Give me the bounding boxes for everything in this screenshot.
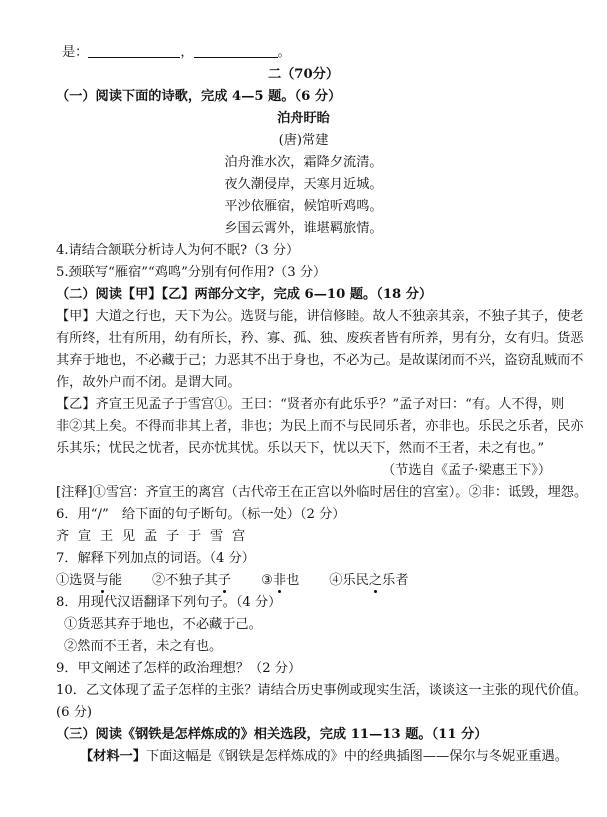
q7-text: ②不独子其 [151,573,218,588]
q7-item [261,573,299,588]
q7-items [56,572,408,590]
dotted-word: 之 [368,573,383,588]
material-1-text: 下面这幅是《钢铁是怎样炼成的》中的经典插图——保尔与冬妮亚重遇。 [145,749,568,764]
passage-jia-line: 【甲】大道之行也，天下为公。选贤与能，讲信修睦。故人不独亲其亲，不独子其子，使老 [56,309,584,324]
passage-yi-line: 乐其乐；忧民之忧者，民亦忧其忧。乐以天下，忧以天下，然而不王者，未之有也。” [56,441,545,456]
q8-item: ①货恶其弃于地也，不必藏于己。 [64,617,262,632]
dotted-word: 子 [217,573,232,588]
q7-text: ①选贤 [56,573,96,588]
question-9: 9．甲文阐述了怎样的政治理想？（2 分） [56,661,302,676]
q7-item [56,573,122,588]
q7-text: ③ [261,573,273,588]
question-8: 8．用现代汉语翻译下列句子。（4 分） [56,595,282,610]
answer-blank-2[interactable] [194,44,278,58]
q7-text: 也 [286,573,300,588]
passage-yi-line: 非②其上矣。不得而非其上者，非也；为民上而不与民同乐者，亦非也。乐民之乐者，民亦 [56,419,584,434]
passage-jia-line: 作，故外户而不闭。是谓大同。 [56,375,241,390]
part2-title: 二（70分） [267,67,340,82]
material-1 [80,748,568,766]
sentence-char: 孟 [144,529,158,544]
dotted-word: 非 [272,573,287,588]
poem-line: 夜久潮侵岸，天寒月近城。 [224,177,383,192]
q7-item [329,573,408,588]
sentence-char: 雪 [210,529,224,544]
q3-prefix: 是： [62,45,89,60]
annotation-note: [注释]①雪宫：齐宣王的离宫（古代帝王在正宫以外临时居住的宫室）。②非：诋毁，埋怨。 [56,485,588,500]
question-7: 7．解释下列加点的词语。（4 分） [56,551,255,566]
dotted-word: 与 [95,573,109,588]
q7-text: ④乐民 [329,573,369,588]
sec1-heading: （一）阅读下面的诗歌，完成 4—5 题。（6 分） [56,89,342,104]
passage-yi-line: 【乙】齐宣王见孟子于雪宫①。王曰：“贤者亦有此乐乎？”孟子对曰：“有。人不得，则 [56,397,565,412]
question-10-score: (6 分) [56,705,93,720]
sentence-char: 于 [188,529,202,544]
question-4: 4.请结合颔联分析诗人为何不眠?（3 分） [56,243,300,258]
q7-text: 乐者 [382,573,409,588]
question-6: 6．用“/” 给下面的句子断句。（标一处）（2 分） [56,507,346,522]
poem-title: 泊舟盱眙 [277,111,330,126]
sec3-heading: （三）阅读《钢铁是怎样炼成的》相关选段，完成 11—13 题。（11 分） [56,727,488,742]
sentence-char: 见 [122,529,136,544]
question-5: 5.颈联写“雁宿”“鸡鸣”分别有何作用?（3 分） [56,265,327,280]
passage-source: （节选自《孟子·梁惠王下》） [382,463,552,478]
q7-item [152,573,231,588]
q3-end: 。 [277,45,291,60]
poem-author: (唐)常建 [278,133,329,148]
poem-line: 平沙依雁宿，候馆听鸡鸣。 [224,199,383,214]
q3-answer-line [62,44,291,62]
sec2-heading: （二）阅读【甲】【乙】两部分文字，完成 6—10 题。（18 分） [56,287,433,302]
poem-line: 乡国云霄外，谁堪羁旅情。 [224,221,383,236]
answer-blank-1[interactable] [88,44,180,58]
q6-sentence[interactable] [56,528,254,546]
q7-text: 能 [108,573,122,588]
sentence-char: 子 [166,529,180,544]
poem-line: 泊舟淮水次，霜降夕流清。 [224,155,383,170]
sentence-char: 王 [100,529,114,544]
q3-sep: ， [180,45,194,60]
passage-jia-line: 有所终，壮有所用，幼有所长，矜、寡、孤、独、废疾者皆有所养，男有分，女有归。货恶 [56,331,584,346]
passage-jia-line: 其弃于地也，不必藏于己；力恶其不出于身也，不必为己。是故谋闭而不兴，盗窃乱贼而不 [56,353,584,368]
question-10: 10．乙文体现了孟子怎样的主张？请结合历史事例或现实生活，谈谈这一主张的现代价值。 [56,683,588,698]
material-1-label: 【材料一】 [80,749,146,764]
sentence-char: 宫 [232,529,246,544]
sentence-char: 齐 [56,529,70,544]
sentence-char: 宣 [78,529,92,544]
q8-item: ②然而不王者，未之有也。 [64,639,223,654]
